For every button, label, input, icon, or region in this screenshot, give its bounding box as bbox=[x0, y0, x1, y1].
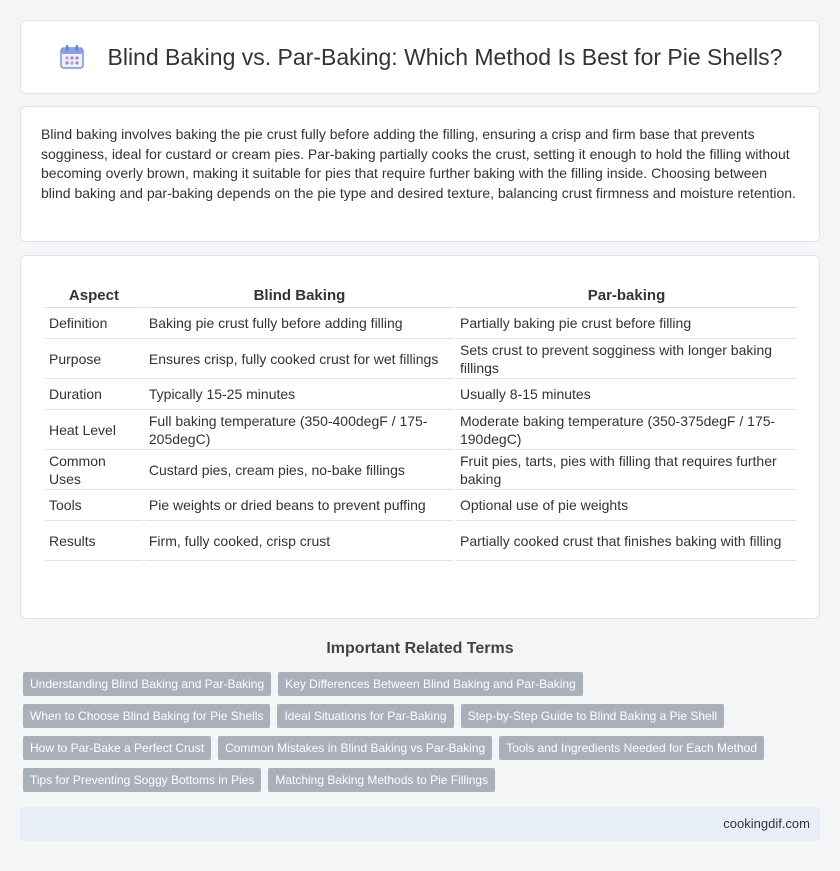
related-term-tag[interactable]: Step-by-Step Guide to Blind Baking a Pie Shell bbox=[461, 704, 724, 728]
table-cell: Full baking temperature (350-400degF / 175-205degC) bbox=[145, 410, 454, 450]
comparison-table bbox=[43, 284, 799, 561]
footer-site-link[interactable]: cookingdif.com bbox=[723, 816, 810, 831]
table-cell: Firm, fully cooked, crisp crust bbox=[145, 521, 454, 561]
table-cell: Duration bbox=[45, 379, 143, 410]
column-header-par-baking: Par-baking bbox=[456, 284, 797, 308]
tag-row bbox=[23, 736, 823, 760]
table-cell: Definition bbox=[45, 308, 143, 339]
table-cell: Typically 15-25 minutes bbox=[145, 379, 454, 410]
table-row bbox=[45, 308, 797, 339]
table-cell: Purpose bbox=[45, 339, 143, 379]
related-term-tag[interactable]: How to Par-Bake a Perfect Crust bbox=[23, 736, 211, 760]
table-cell: Sets crust to prevent sogginess with longer baking fillings bbox=[456, 339, 797, 379]
intro-paragraph: Blind baking involves baking the pie crust fully before adding the filling, ensuring a crisp and firm base that prevents sogginess, ideal for custard or cream pies. Par-baking partially cooks the crust, setting it enough to hold the filling without becoming overly brown, making it suitable for pies that require further baking with the filling inside. Choosing between blind baking and par-baking depends on the pie type and desired texture, balancing crust firmness and moisture retention. bbox=[41, 126, 796, 201]
related-term-tag[interactable]: When to Choose Blind Baking for Pie Shells bbox=[23, 704, 270, 728]
related-terms-tags bbox=[23, 672, 823, 800]
related-term-tag[interactable]: Matching Baking Methods to Pie Fillings bbox=[268, 768, 495, 792]
calendar-icon bbox=[58, 43, 86, 71]
table-cell: Fruit pies, tarts, pies with filling that requires further baking bbox=[456, 450, 797, 490]
column-header-blind-baking: Blind Baking bbox=[145, 284, 454, 308]
tag-row bbox=[23, 768, 823, 792]
table-cell: Partially cooked crust that finishes baking with filling bbox=[456, 521, 797, 561]
table-cell: Ensures crisp, fully cooked crust for wet fillings bbox=[145, 339, 454, 379]
table-cell: Baking pie crust fully before adding filling bbox=[145, 308, 454, 339]
table-cell: Pie weights or dried beans to prevent puffing bbox=[145, 490, 454, 521]
table-cell: Optional use of pie weights bbox=[456, 490, 797, 521]
table-cell: Heat Level bbox=[45, 410, 143, 450]
comparison-table-card bbox=[20, 255, 820, 619]
table-row bbox=[45, 450, 797, 490]
column-header-aspect: Aspect bbox=[45, 284, 143, 308]
table-cell: Usually 8-15 minutes bbox=[456, 379, 797, 410]
related-term-tag[interactable]: Tips for Preventing Soggy Bottoms in Pies bbox=[23, 768, 261, 792]
page-title: Blind Baking vs. Par-Baking: Which Method Is Best for Pie Shells? bbox=[107, 43, 783, 70]
table-cell: Common Uses bbox=[45, 450, 143, 490]
table-row bbox=[45, 339, 797, 379]
related-term-tag[interactable]: Tools and Ingredients Needed for Each Method bbox=[499, 736, 764, 760]
intro-card bbox=[20, 106, 820, 242]
related-term-tag[interactable]: Understanding Blind Baking and Par-Baking bbox=[23, 672, 271, 696]
table-cell: Custard pies, cream pies, no-bake fillings bbox=[145, 450, 454, 490]
related-term-tag[interactable]: Common Mistakes in Blind Baking vs Par-Baking bbox=[218, 736, 492, 760]
table-cell: Results bbox=[45, 521, 143, 561]
table-cell: Moderate baking temperature (350-375degF / 175-190degC) bbox=[456, 410, 797, 450]
tag-row bbox=[23, 704, 823, 728]
table-cell: Partially baking pie crust before filling bbox=[456, 308, 797, 339]
related-term-tag[interactable]: Ideal Situations for Par-Baking bbox=[277, 704, 453, 728]
table-row bbox=[45, 521, 797, 561]
tag-row bbox=[23, 672, 823, 696]
header-card bbox=[20, 20, 820, 94]
footer bbox=[20, 807, 820, 841]
table-row bbox=[45, 410, 797, 450]
related-terms-title: Important Related Terms bbox=[326, 640, 514, 657]
related-term-tag[interactable]: Key Differences Between Blind Baking and Par-Baking bbox=[278, 672, 583, 696]
table-header-row bbox=[45, 284, 797, 308]
table-cell: Tools bbox=[45, 490, 143, 521]
table-row bbox=[45, 379, 797, 410]
table-row bbox=[45, 490, 797, 521]
